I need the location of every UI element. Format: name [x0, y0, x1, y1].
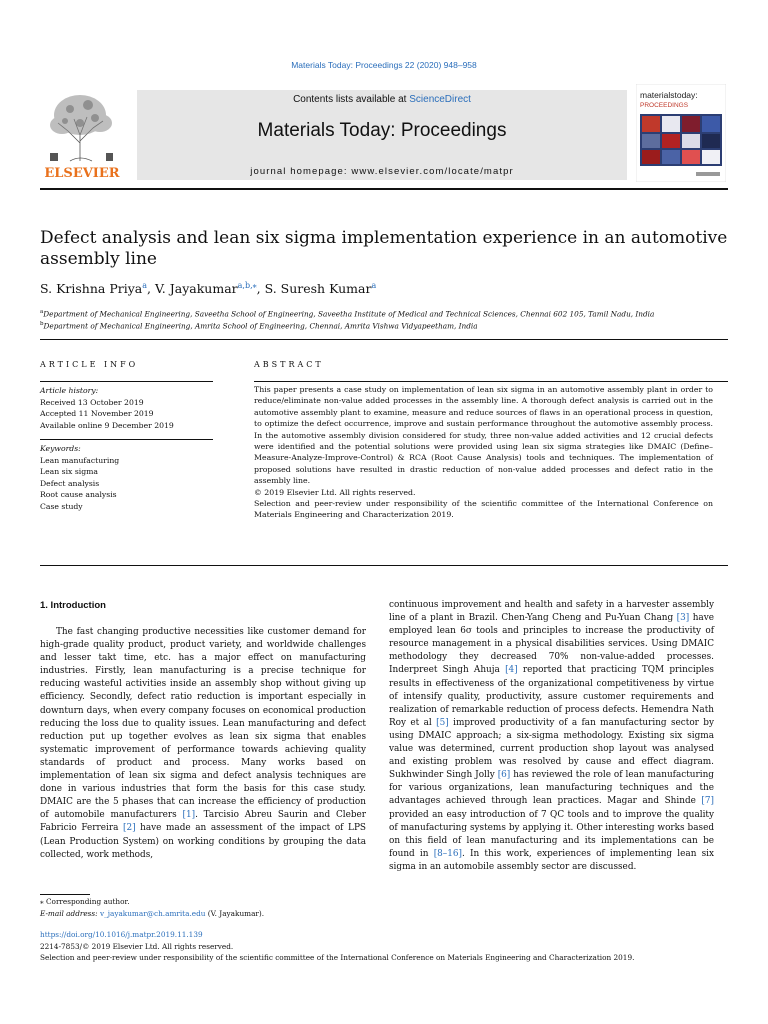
issn-copyright: 2214-7853/© 2019 Elsevier Ltd. All rights reserved. [40, 942, 234, 951]
citation-link[interactable]: [2] [122, 823, 136, 834]
email-link[interactable]: v_jayakumar@ch.amrita.edu [99, 909, 206, 918]
affiliation-marker: a [40, 309, 44, 315]
author-separator: , [147, 281, 155, 297]
affiliation-text: Department of Mechanical Engineering, Amrita School of Engineering, Chennai, Amrita Vishwa Vidyapeetham, India [43, 321, 478, 331]
affiliation-text: Department of Mechanical Engineering, Saveetha School of Engineering, Saveetha Institute of Medical and Technical Sciences, Chennai 602 105, Tamil Nadu, India [43, 309, 655, 319]
citation-link[interactable]: [1] [182, 810, 196, 821]
affiliation-item [40, 307, 728, 319]
journal-title: Materials Today: Proceedings [257, 120, 507, 141]
footnotes [40, 896, 370, 920]
author-list [40, 281, 728, 296]
author-affiliation-marker[interactable]: a [371, 281, 377, 290]
journal-reference[interactable]: Materials Today: Proceedings 22 (2020) 948–958 [291, 60, 477, 70]
citation-link[interactable]: [4] [505, 665, 518, 676]
affiliation-item [40, 319, 728, 331]
citation-link[interactable]: [7] [701, 796, 714, 807]
article-info-heading: ARTICLE INFO [40, 360, 139, 369]
keyword-item: Root cause analysis [40, 490, 117, 499]
article-title: Defect analysis and lean six sigma implementation experience in an automotive assembly line [40, 228, 728, 269]
keyword-item: Case study [40, 501, 83, 511]
citation-link[interactable]: [5] [436, 717, 449, 728]
keywords [40, 443, 213, 512]
abstract-selection: Selection and peer-review under responsibility of the scientific committee of the International Conference on Materials Engineering and Characterization 2019. [254, 499, 713, 520]
corresponding-author-note: ⁎ Corresponding author. [40, 897, 130, 906]
keyword-item: Lean six sigma [40, 467, 99, 476]
citation-link[interactable]: [8–16] [433, 848, 462, 859]
keyword-item: Lean manufacturing [40, 455, 120, 465]
cover-title: materialstoday: [640, 90, 698, 100]
citation-link[interactable]: [6] [497, 770, 511, 781]
body-text: have made an assessment of the impact of LPS (Lean Production System) on working conditions by grouping the data collected, work methods, [40, 823, 366, 860]
keywords-rule [40, 439, 213, 440]
contents-prefix: Contents lists available at [293, 94, 410, 105]
author-separator: , [256, 281, 265, 297]
body-text: . Tarcisio Abreu Saurin and Cleber Fabricio Ferreira [40, 810, 366, 834]
history-label: Article history: [40, 386, 99, 395]
abstract-rule [254, 381, 728, 382]
email-note [40, 908, 370, 920]
keywords-label: Keywords: [40, 444, 81, 453]
body-text: have employed lean 6σ tools and principles to increase the productivity of resource management in a physical disabilities services. Using DMAIC methodology they decreased 70% non-value-added processes. Inderpreet Singh Ahuja [389, 613, 714, 676]
history-online: Available online 9 December 2019 [40, 420, 174, 430]
body-text: improved productivity of a fan manufacturing sector by using DMAIC approach; a six-sigma methodology. Existing six sigma value was determined, current production shop layout was analysed and existing problem was resolved by cause and effect diagram. Sukhwinder Singh Jolly [389, 717, 714, 781]
journal-homepage [137, 166, 627, 177]
elsevier-wordmark: ELSEVIER [44, 166, 120, 181]
body-text: reported that practicing TQM principles results in effectiveness of the organizational competitiveness by virtue of intensify quality, productivity, assure customer requirements and realization of remarkable reduction of process defects. Hemendra Nath Roy et al [389, 665, 714, 728]
homepage-prefix: journal homepage: [250, 166, 352, 177]
keyword-item: Defect analysis [40, 478, 100, 488]
footnote-rule [40, 894, 90, 895]
abstract-end-rule [40, 565, 728, 566]
history-received: Received 13 October 2019 [40, 397, 144, 407]
elsevier-logo [40, 83, 124, 181]
title-rule [40, 339, 728, 340]
citation-link[interactable]: [3] [676, 613, 690, 624]
intro-left-column [40, 626, 366, 862]
abstract-text: This paper presents a case study on implementation of lean six sigma in an automotive assembly plant in order to reduce/eliminate non-value added processes in the assembly line. A thorough defect analysis is carried out in the automotive assembly plant to examine, measure and reduce sources of flaws in an operational process in question, to optimize the defect occurrence, improve and sustain performance throughout the automotive assembly process. In the automotive assembly division considered for study, three non-value added activities and 12 crucial defects were identified and the potential solutions were provided using lean six sigma strategies like DMAIC (Define–Measure-Analyze-Improve-Control) & RCA (Root Cause Analysis) tools and techniques. The implementation of proposed solutions have resulted in drastic reduction of non-value added processes and defect ratio in the assembly line. [254, 385, 713, 486]
affiliations [40, 307, 728, 332]
cover-subtitle: PROCEEDINGS [640, 102, 689, 109]
article-info-rule [40, 381, 213, 382]
sciencedirect-link[interactable]: ScienceDirect [409, 94, 471, 105]
peer-review-statement: Selection and peer-review under responsibility of the scientific committee of the International Conference on Materials Engineering and Characterization 2019. [40, 953, 635, 962]
body-text: The fast changing productive necessities like customer demand for high-grade quality product, product variety, and worldwide challenges and lesser takt time, etc. has a major effect on manufacturing industries. Firstly, lean manufacturing is a precise technique for reducing wasteful activities inside an assembly shop without giving up efficiency. Secondly, defect ratio reduction is important especially in downturn days, when every company focuses on economical production reducing the loss due to quality issues. Lean manufacturing and defect reduction put up together evolves as lean six sigma that enables systematic improvement of performance towards achieving quality standards of product and process. Many works based on implementation of lean six sigma and defect analysis techniques are done in various industries that form the basis for this case study. DMAIC are the 5 phases that can increase the efficiency of production of automobile manufacturers [40, 627, 366, 821]
author-affiliation-marker[interactable]: a [142, 281, 147, 290]
abstract [254, 384, 713, 521]
abstract-copyright: © 2019 Elsevier Ltd. All rights reserved. [254, 487, 416, 497]
body-text: provided an easy introduction of 7 QC tools and to improve the quality of manufacturing systems by applying it. Other interesting works based on this field of lean manufacturing and its implementations can be found in [389, 809, 714, 859]
homepage-url[interactable]: www.elsevier.com/locate/matpr [351, 166, 514, 177]
section-heading-introduction: 1. Introduction [40, 600, 106, 611]
author-affiliation-marker[interactable]: a,b,⁎ [237, 281, 257, 290]
body-text: continuous improvement and health and safety in a harvester assembly line of a plant in Brazil. Chen-Yang Cheng and Pu-Yuan Chang [389, 600, 714, 624]
doi-link[interactable]: https://doi.org/10.1016/j.matpr.2019.11.139 [40, 930, 203, 939]
history-accepted: Accepted 11 November 2019 [40, 409, 154, 418]
journal-cover-thumbnail [636, 84, 726, 182]
body-text: . In this work, experiences of implementing lean six sigma in an automobile assembly sector are discussed. [389, 848, 714, 872]
author-name[interactable]: S. Suresh Kumar [264, 281, 372, 297]
email-label: E-mail address: [40, 909, 100, 918]
intro-right-column [389, 599, 714, 874]
author-name[interactable]: V. Jayakumar [154, 281, 238, 297]
abstract-heading: ABSTRACT [254, 360, 324, 369]
email-owner: (V. Jayakumar). [205, 909, 265, 918]
header-rule [40, 188, 728, 190]
article-history [40, 385, 213, 431]
contents-line [137, 94, 627, 105]
affiliation-marker: b [40, 321, 44, 328]
author-name[interactable]: S. Krishna Priya [40, 281, 143, 297]
body-text: has reviewed the role of lean manufacturing for various organizations, lean manufacturing techniques and the advantages achieved through lean practices. Magar and Shinde [389, 770, 714, 807]
